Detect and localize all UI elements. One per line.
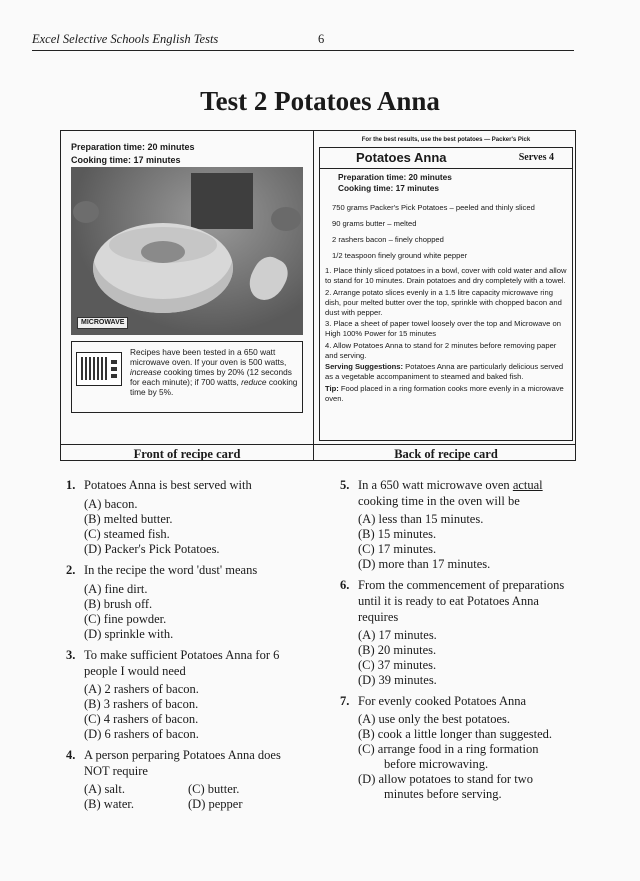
header-rule [32,50,574,51]
question-number: 2. [66,563,76,577]
front-cook-time: Cooking time: 17 minutes [71,155,181,165]
back-title-row [320,148,572,169]
question-stem: Potatoes Anna is best served with [84,478,252,492]
answer-option[interactable]: (B) cook a little longer than suggested. [358,727,553,741]
back-caption: Back of recipe card [394,447,498,461]
answer-option[interactable]: (C) 37 minutes. [358,658,437,672]
answer-option[interactable]: (C) steamed fish. [84,527,170,541]
step-3: 3. Place a sheet of paper towel loosely over the top and Microwave on High 100% Power for 15 minutes [325,319,561,338]
answer-option[interactable]: (C) arrange food in a ring formation [358,742,539,756]
method-steps [325,266,571,405]
answer-option[interactable]: (B) melted butter. [84,512,173,526]
answer-option[interactable]: (C) 17 minutes. [358,542,437,556]
answer-option[interactable]: (A) fine dirt. [84,582,148,596]
answer-option[interactable]: (B) 15 minutes. [358,527,437,541]
answer-option[interactable]: (A) 17 minutes. [358,628,437,642]
question-stem: people I would need [84,664,186,678]
back-tagline: For the best results, use the best potatoes — Packer's Pick [361,137,531,143]
step-4: 4. Allow Potatoes Anna to stand for 2 minutes before removing paper and serving. [325,340,557,360]
question-stem: cooking time in the oven will be [358,494,520,508]
answer-option[interactable]: (A) use only the best potatoes. [358,712,511,726]
question-number: 5. [340,478,350,492]
caption-rule [61,444,575,445]
answer-option[interactable]: (A) 2 rashers of bacon. [84,682,199,696]
question-stem: requires [358,610,399,624]
question-number: 4. [66,748,76,762]
question-stem: From the commencement of preparations [358,578,565,592]
microwave-label: MICROWAVE [77,317,128,329]
question-number: 6. [340,578,350,592]
question-stem: In the recipe the word 'dust' means [84,563,258,577]
book-title: Excel Selective Schools English Tests [32,32,219,46]
potato-image [271,207,301,231]
potato-image [73,201,99,223]
answer-option[interactable]: (B) 3 rashers of bacon. [84,697,199,711]
question-stem: until it is ready to eat Potatoes Anna [358,594,539,608]
answer-option[interactable]: (D) allow potatoes to stand for two [358,772,533,786]
question-stem: For evenly cooked Potatoes Anna [358,694,527,708]
back-times [338,172,452,194]
answer-option[interactable]: (C) fine powder. [84,612,167,626]
question-stem: In a 650 watt microwave oven actual [358,478,543,492]
page-number: 6 [318,32,325,46]
question-number: 7. [340,694,350,708]
recipe-card [60,130,576,461]
answer-option[interactable]: (D) Packer's Pick Potatoes. [84,542,220,556]
back-cook-time: Cooking time: 17 minutes [338,183,439,193]
serves: Serves 4 [518,152,554,163]
answer-option[interactable]: (A) bacon. [84,497,138,511]
serving-suggestions: Serving Suggestions: Potatoes Anna are particularly delicious served as a vegetable accompaniment to steamed and baked fish. [325,362,564,381]
question-stem: NOT require [84,764,148,778]
ingredient: 750 grams Packer's Pick Potatoes – peeled and thinly sliced [332,203,535,212]
answer-option[interactable]: (A) salt. [84,782,125,796]
ring-center-image [141,241,185,263]
test-title-text: Test 2 Potatoes Anna [200,86,440,116]
answer-option[interactable]: (B) 20 minutes. [358,643,437,657]
front-prep-time: Preparation time: 20 minutes [71,142,195,152]
card-divider [313,131,314,460]
microwave-note-text: Recipes have been tested in a 650 watt microwave oven. If your oven is 500 watts, increase cooking times by 20% (12 seconds for each minute); if 700 watts, reduce cooking time by 5%. [130,347,298,397]
answer-option-continued[interactable]: before microwaving. [384,757,489,771]
potato-box-image [191,173,253,229]
question-stem: To make sufficient Potatoes Anna for 6 [84,648,280,662]
microwave-icon [76,352,122,386]
ingredient: 2 rashers bacon – finely chopped [332,235,444,244]
ingredient: 90 grams butter – melted [332,219,417,228]
test-title [0,86,640,117]
step-1: 1. Place thinly sliced potatoes in a bowl, cover with cold water and allow to stand for 10 minutes. Drain potatoes and dry completely with a towel. [325,266,567,285]
page-header [32,32,574,48]
answer-option[interactable]: (B) water. [84,797,134,811]
answer-option[interactable]: (A) less than 15 minutes. [358,512,484,526]
answer-option[interactable]: (C) 4 rashers of bacon. [84,712,199,726]
ingredient: 1/2 teaspoon finely ground white pepper [332,251,468,260]
answer-option-continued[interactable]: minutes before serving. [384,787,502,801]
answer-option[interactable]: (D) sprinkle with. [84,627,174,641]
ingredients-list [332,200,570,264]
answer-option[interactable]: (C) butter. [188,782,240,796]
back-prep-time: Preparation time: 20 minutes [338,172,452,182]
question-number: 3. [66,648,76,662]
answer-option[interactable]: (D) more than 17 minutes. [358,557,491,571]
recipe-title: Potatoes Anna [356,150,447,165]
question-number: 1. [66,478,76,492]
back-recipe-box [319,147,573,441]
answer-option[interactable]: (D) 6 rashers of bacon. [84,727,199,741]
answer-option[interactable]: (D) pepper [188,797,243,811]
microwave-note [71,341,303,413]
answer-option[interactable]: (D) 39 minutes. [358,673,437,687]
question-stem: A person perparing Potatoes Anna does [84,748,281,762]
front-caption: Front of recipe card [133,447,241,461]
answer-option[interactable]: (B) brush off. [84,597,153,611]
tip: Tip: Food placed in a ring formation cooks more evenly in a microwave oven. [325,383,564,403]
front-times [71,141,195,167]
step-2: 2. Arrange potato slices evenly in a 1.5 litre capacity microwave ring dish, pour melted butter over the top, sprinkle with chopped bacon and dust with pepper. [325,287,562,317]
recipe-photo [71,167,303,335]
